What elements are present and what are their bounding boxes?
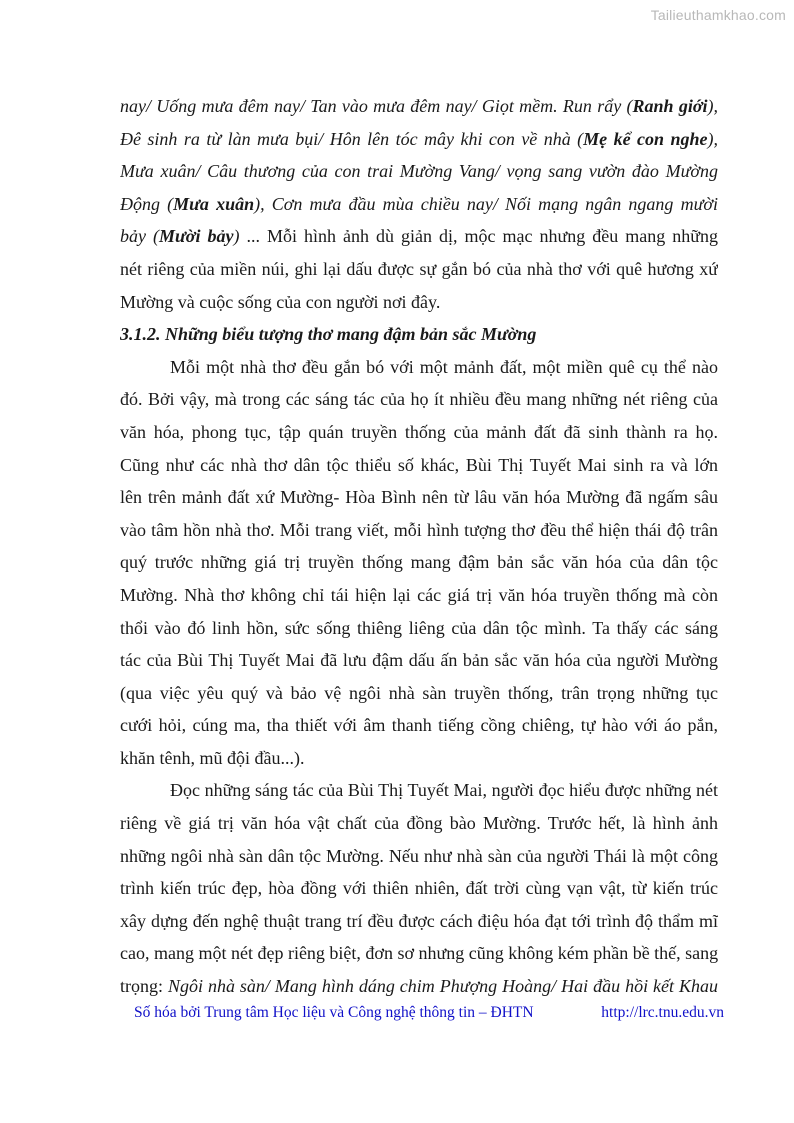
text-line: thổi vào đó linh hồn, sức sống thiêng liêng của dân tộc mình. Ta thấy các sáng xyxy=(120,617,718,638)
footer-digitized-by: Số hóa bởi Trung tâm Học liệu và Công nghệ thông tin – ĐHTN xyxy=(134,1004,534,1021)
text-line: bảy (Mười bảy) ... Mỗi hình ảnh dù giản dị, mộc mạc nhưng đều mang những xyxy=(120,226,718,247)
page-body xyxy=(120,90,718,1003)
text-line: Mường. Nhà thơ không chỉ tái hiện lại các giá trị văn hóa truyền thống mà còn xyxy=(120,584,718,605)
text-line: nét riêng của miền núi, ghi lại dấu được sự gắn bó của nhà thơ với quê hương xứ xyxy=(120,258,718,279)
text-line: vào tâm hồn nhà thơ. Mỗi trang viết, mỗi hình tượng thơ đều thể hiện thái độ trân xyxy=(120,519,718,540)
text-line: quý trước những giá trị truyền thống mang đậm bản sắc văn hóa của dân tộc xyxy=(120,552,718,573)
text-line: những ngôi nhà sàn dân tộc Mường. Nếu như nhà sàn của người Thái là một công xyxy=(120,845,718,866)
text-line: cao, mang một nét đẹp riêng biệt, đơn sơ nhưng cũng không kém phần bề thế, sang xyxy=(120,943,718,964)
text-line: cưới hỏi, cúng ma, tha thiết với âm thanh tiếng cồng chiêng, tự hào với áo pắn, xyxy=(120,715,718,736)
text-line: lên trên mảnh đất xứ Mường- Hòa Bình nên từ lâu văn hóa Mường đã ngấm sâu xyxy=(120,487,718,508)
footer-url[interactable]: http://lrc.tnu.edu.vn xyxy=(601,1004,724,1021)
section-heading: 3.1.2. Những biểu tượng thơ mang đậm bản sắc Mường xyxy=(120,324,537,345)
text-line: Mường và cuộc sống của con người nơi đây. xyxy=(120,291,441,312)
watermark: Tailieuthamkhao.com xyxy=(650,7,786,23)
text-line: riêng về giá trị văn hóa vật chất của đồng bào Mường. Trước hết, là hình ảnh xyxy=(120,813,718,834)
text-line: đó. Bởi vậy, mà trong các sáng tác của họ ít nhiều đều mang những nét riêng của xyxy=(120,389,718,410)
text-line: Đê sinh ra từ làn mưa bụi/ Hôn lên tóc mây khi con về nhà (Mẹ kể con nghe), xyxy=(120,128,718,149)
text-line: văn hóa, phong tục, tập quán truyền thống của mảnh đất đã sinh thành ra họ. xyxy=(120,421,718,442)
text-line: Mưa xuân/ Câu thương của con trai Mường Vang/ vọng sang vườn đào Mường xyxy=(120,161,718,182)
text-line: (qua việc yêu quý và bảo vệ ngôi nhà sàn truyền thống, trân trọng những tục xyxy=(120,682,718,703)
text-line: xây dựng đến nghệ thuật trang trí đều được cách điệu hóa đạt tới trình độ thẩm mĩ xyxy=(120,910,718,931)
text-line: tác của Bùi Thị Tuyết Mai đã lưu đậm dấu ấn bản sắc văn hóa của người Mường xyxy=(120,650,718,671)
text-line: trình kiến trúc đẹp, hòa đồng với thiên nhiên, đất trời cùng vạn vật, từ kiến trúc xyxy=(120,878,718,899)
text-line: Mỗi một nhà thơ đều gắn bó với một mảnh đất, một miền quê cụ thể nào xyxy=(170,356,718,377)
text-line: Cũng như các nhà thơ dân tộc thiểu số khác, Bùi Thị Tuyết Mai sinh ra và lớn xyxy=(120,454,718,475)
text-line: Động (Mưa xuân), Cơn mưa đầu mùa chiều nay/ Nối mạng ngân ngang mười xyxy=(120,193,718,214)
text-line: trọng: Ngôi nhà sàn/ Mang hình dáng chim Phượng Hoàng/ Hai đầu hồi kết Khau xyxy=(120,976,718,997)
text-line: khăn tênh, mũ đội đầu...). xyxy=(120,747,305,768)
text-line: nay/ Uống mưa đêm nay/ Tan vào mưa đêm nay/ Giọt mềm. Run rẩy (Ranh giới), xyxy=(120,96,718,116)
text-line: Đọc những sáng tác của Bùi Thị Tuyết Mai, người đọc hiểu được những nét xyxy=(170,780,718,801)
